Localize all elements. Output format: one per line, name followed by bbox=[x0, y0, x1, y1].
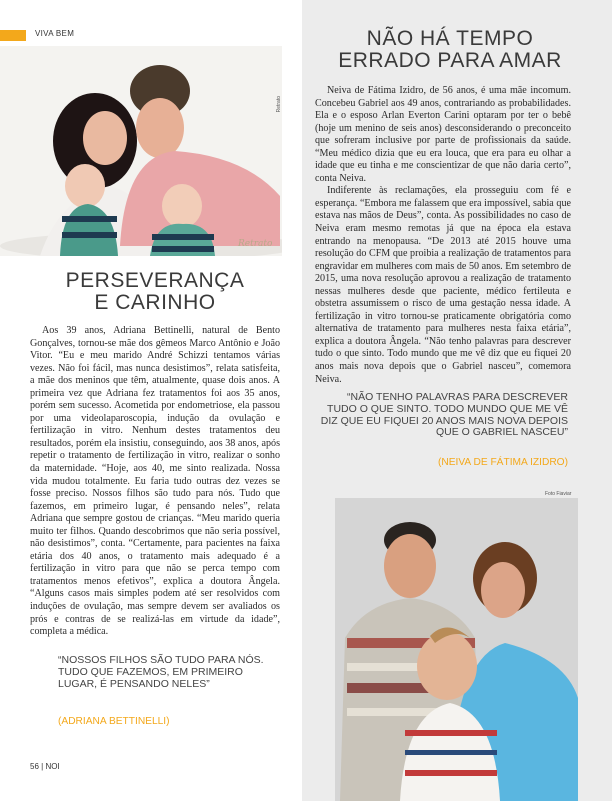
headline-right bbox=[315, 28, 585, 72]
article-body-right-paragraph-2: Indiferente às reclamações, ela prosseguiu com fé e esperança. “Embora me falassem que era impossível, sabia que estava nas mãos de Deus”, conta. As possibilidades no caso de Neiva eram mesmo remotas já que na época ela estava entrando na menopausa. “De 2013 até 2015 houve uma resolução do CFM que proibia a realização de tratamentos para engravidar em mulheres com mais de 50 anos. Em setembro de 2015, uma nova resolução aprovou a realização de tratamento nessas mulheres desde que paciente, médico fertileuta e obstetra assumissem o risco de uma gestação nessa idade. A fertilização in vitro tornou-se praticamente obrigatória como alternativa de tratamento para mulheres nesta faixa etária”, explica a doutora Ângela. “Não tenho palavras para descrever tudo o que sinto. Todo mundo que me vê diz que eu fiquei 20 anos mais nova depois que o Gabriel nasceu”, comemora Neiva. bbox=[315, 185, 571, 385]
quote-attribution-right: (NEIVA DE FÁTIMA IZIDRO) bbox=[438, 457, 568, 468]
photo-credit-left: Retrato bbox=[276, 96, 282, 113]
family-photo-twins-illustration bbox=[0, 46, 282, 256]
article-body-left bbox=[30, 325, 280, 639]
photo-credit-right: Foto Fiaviar bbox=[545, 491, 572, 497]
headline-left-line2: E CARINHO bbox=[94, 291, 216, 314]
quote-attribution-left: (ADRIANA BETTINELLI) bbox=[58, 716, 170, 727]
page-number: 56 bbox=[30, 762, 39, 771]
article-body-right bbox=[315, 85, 571, 386]
family-photo-twins bbox=[0, 46, 282, 256]
pull-quote-right: “NÃO TENHO PALAVRAS PARA DESCREVER TUDO O QUE SINTO. TODO MUNDO QUE ME VÊ DIZ QUE EU FIQUEI 20 ANOS MAIS NOVA DEPOIS QUE O GABRIEL NASCEU” bbox=[320, 391, 568, 439]
article-body-right-paragraph-1: Neiva de Fátima Izidro, de 56 anos, é uma mãe incomum. Concebeu Gabriel aos 49 anos, contrariando as probabilidades. Ela e o esposo Arlan Everton Carini optaram por ter o bebê (hoje um menino de seis anos) desconsiderando o preconceito que sofreram inclusive por parte de profissionais da saúde. “Meu médico dizia que eu era louca, que era para eu olhar a idade que eu tinha e me conscientizar de que não daria certo”, conta Neiva. bbox=[315, 85, 571, 184]
headline-left-line1: PERSEVERANÇA bbox=[65, 269, 245, 292]
headline-left bbox=[30, 270, 280, 314]
headline-right-line2: ERRADO PARA AMAR bbox=[338, 49, 562, 72]
section-marker-bar bbox=[0, 30, 26, 41]
footer-separator: | bbox=[41, 762, 44, 771]
magazine-name: NOI bbox=[45, 762, 60, 771]
pull-quote-left: “NOSSOS FILHOS SÃO TUDO PARA NÓS. TUDO QUE FAZEMOS, EM PRIMEIRO LUGAR, É PENSANDO NELES” bbox=[58, 654, 264, 690]
family-photo-gabriel-illustration bbox=[335, 498, 578, 801]
section-label: VIVA BEM bbox=[35, 29, 75, 38]
svg-text:Retrato: Retrato bbox=[238, 239, 273, 249]
page-footer bbox=[30, 762, 60, 771]
family-photo-gabriel bbox=[335, 498, 578, 801]
article-body-left-paragraph: Aos 39 anos, Adriana Bettinelli, natural de Bento Gonçalves, tornou-se mãe dos gêmeos Marco Antônio e João Vitor. “Eu e meu marido André Schizzi tentamos várias vezes. Não foi fácil, mas nunca desistimos”, relata satisfeita, a mãe dos meninos que têm, atualmente, quase dois anos. A primeira vez que Adriana fez tratamentos foi aos 35 anos, porém sem sucesso. Acometida por endometriose, ela passou por uma videolaparoscopia, indução da ovulação e fertilização in vitro. Nenhum destes tratamentos deu resultados, porém ela insistiu, conseguindo, aos 38 anos, após repetir o tratamento de fertilização in vitro, realizar o sonho da maternidade. “Hoje, aos 40, me sinto realizada. Nossa vida mudou totalmente. Eu faria tudo outras dez vezes se fosse preciso. Nossos filhos são tudo para nós. Tudo que fazemos, em primeiro lugar, é pensando neles”, relata Adriana que sempre gostou de crianças. “Meu marido queria muito ter filhos. Quando descobrimos que não seria possível, não desistimos”, conta. “Certamente, para pacientes na faixa etária dos 40 anos, o tratamento mais adequado é a fertilização in vitro para que não se perca tempo com tratamentos menos efetivos”, explica a doutora Ângela. “Alguns casos mais simples podem até ser resolvidos com induções de ovulação, mas sempre devem ser avaliados os prós e contras de se realizá-las em virtude da idade”, completa a médica. bbox=[30, 325, 280, 638]
headline-right-line1: NÃO HÁ TEMPO bbox=[366, 27, 534, 50]
